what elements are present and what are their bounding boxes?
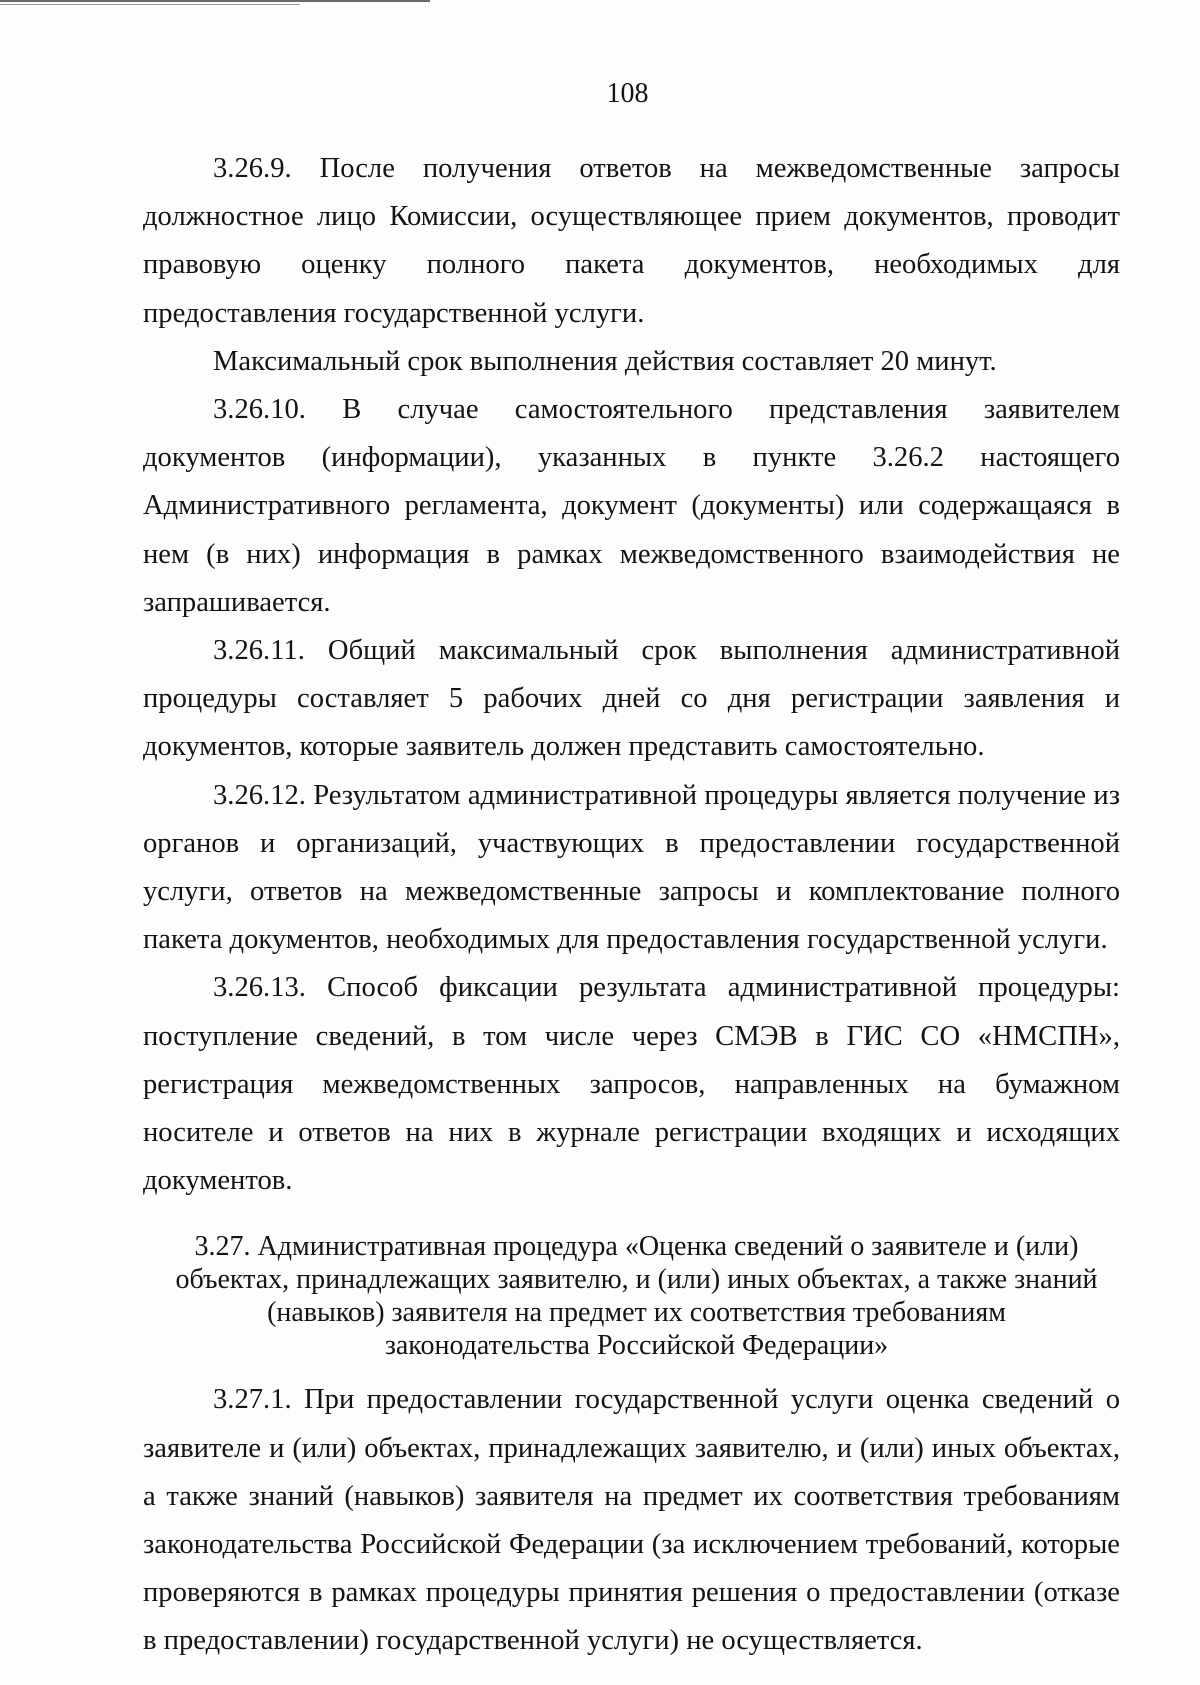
paragraph-3-26-13: 3.26.13. Способ фиксации результата административной процедуры: поступление сведений, в том числе через СМЭВ в ГИС СО «НМСПН», регистрация межведомственных запросов, направленных на бумажном носителе и ответов на них в журнале регистрации входящих и исходящих документов. [143,972,1120,1197]
scan-edge-line-secondary [0,4,300,5]
page-number: 108 [606,78,649,109]
paragraph-max-time: Максимальный срок выполнения действия составляет 20 минут. [213,345,997,377]
scan-edge-line [0,0,430,2]
paragraph-3-26-9: 3.26.9. После получения ответов на межведомственные запросы должностное лицо Комиссии, осуществляющее прием документов, проводит правовую оценку полного пакета документов, необходимых для предоставления государственной услуги. [143,153,1120,329]
document-body [143,145,1120,1666]
paragraph-3-26-11: 3.26.11. Общий максимальный срок выполнения административной процедуры составляет 5 рабочих дней со дня регистрации заявления и документов, которые заявитель должен представить самостоятельно. [143,635,1120,763]
paragraph-3-26-10: 3.26.10. В случае самостоятельного представления заявителем документов (информации), указанных в пункте 3.26.2 настоящего Административного регламента, документ (документы) или содержащаяся в нем (в них) информация в рамках межведомственного взаимодействия не запрашивается. [143,394,1120,618]
section-heading-3-27: 3.27. Административная процедура «Оценка сведений о заявителе и (или) объектах, принадлежащих заявителю, и (или) иных объектах, а также знаний (навыков) заявителя на предмет их соответствия требованиям законодательства Российской Федерации» [175,1231,1098,1362]
paragraph-3-26-12: 3.26.12. Результатом административной процедуры является получение из органов и организаций, участвующих в предоставлении государственной услуги, ответов на межведомственные запросы и комплектование полного пакета документов, необходимых для предоставления государственной услуги. [143,779,1120,956]
paragraph-3-27-1: 3.27.1. При предоставлении государственной услуги оценка сведений о заявителе и (или) объектах, принадлежащих заявителю, и (или) иных объектах, а также знаний (навыков) заявителя на предмет их соответствия требованиям законодательства Российской Федерации (за исключением требований, которые проверяются в рамках процедуры принятия решения о предоставлении (отказе в предоставлении) государственной услуги) не осуществляется. [143,1384,1120,1657]
